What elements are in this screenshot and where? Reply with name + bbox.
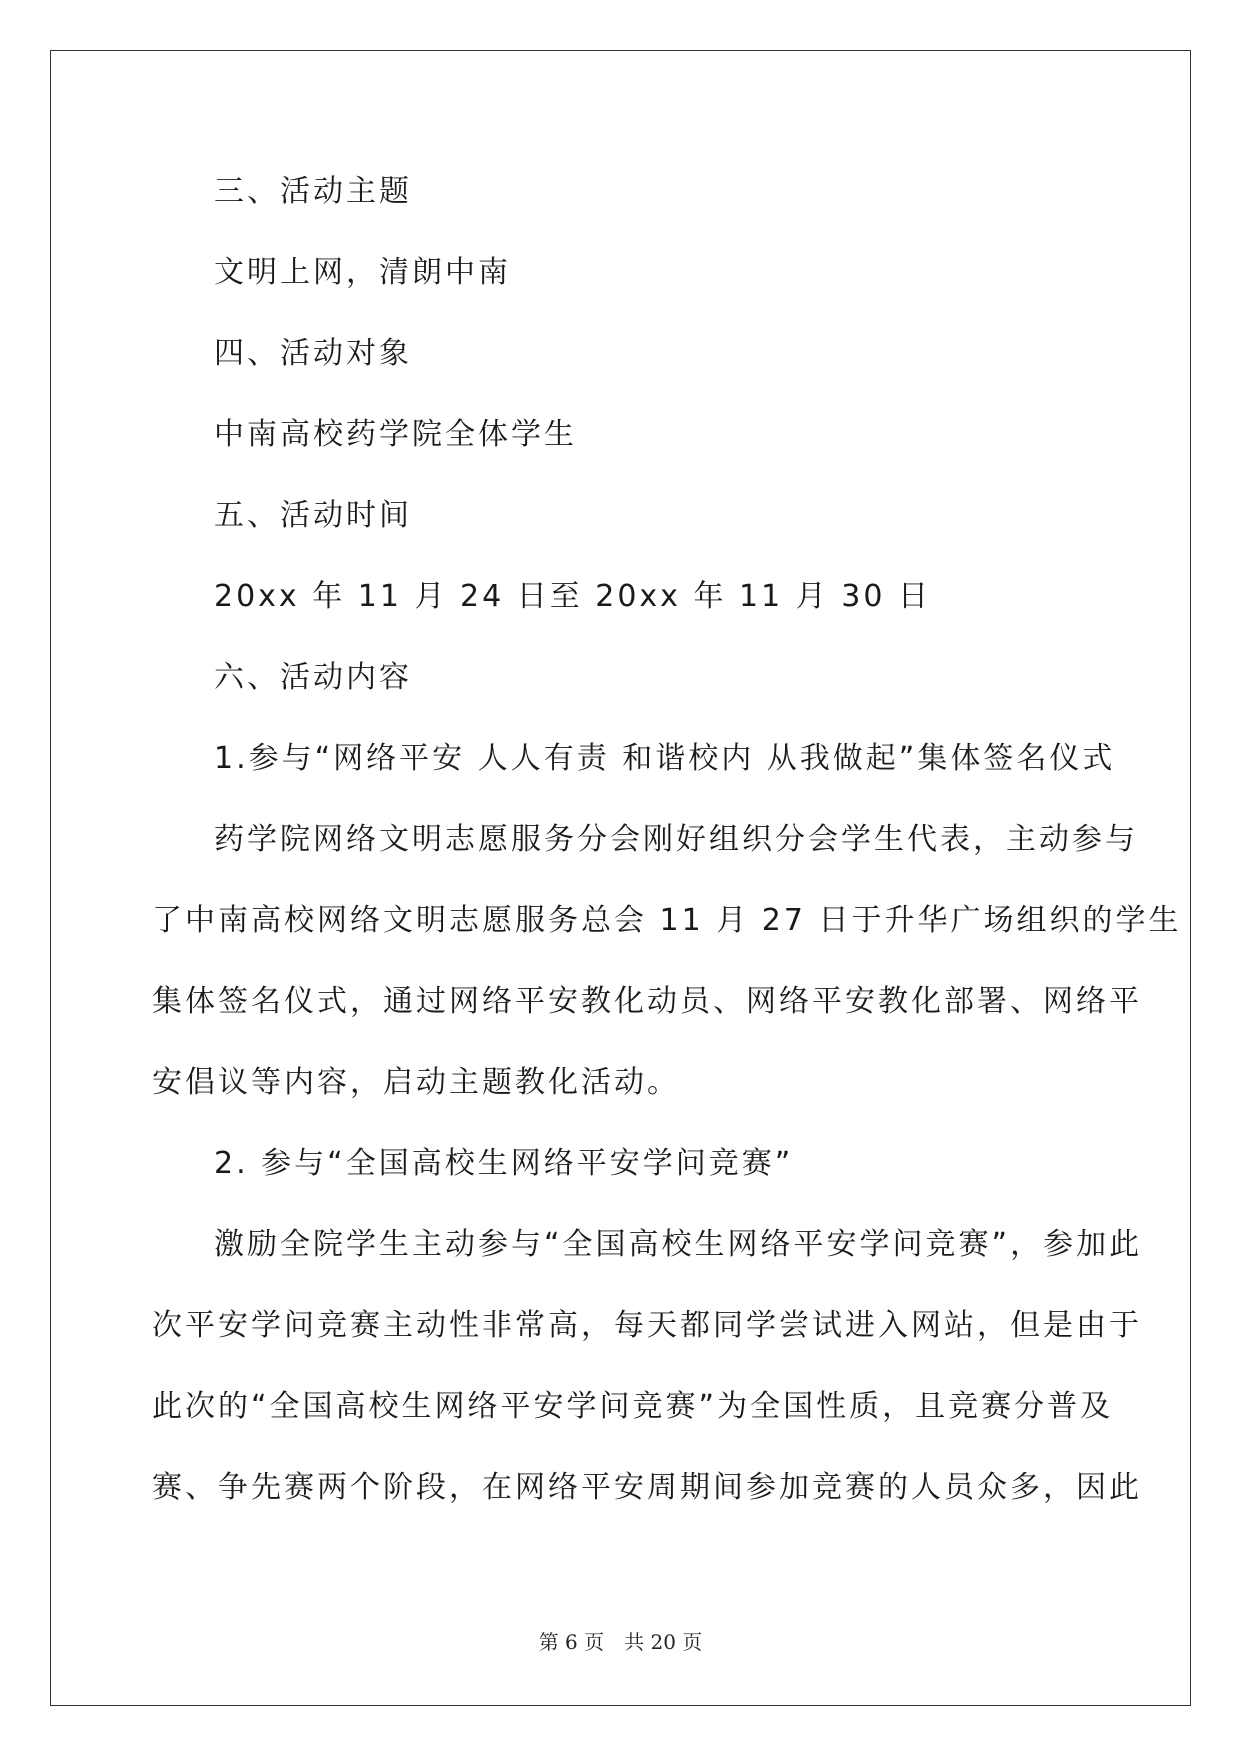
paragraph-line: 药学院网络文明志愿服务分会刚好组织分会学生代表，主动参与 xyxy=(214,822,1138,857)
section-heading-time: 五、活动时间 xyxy=(214,498,412,533)
section-heading-theme: 三、活动主题 xyxy=(214,174,412,209)
paragraph-line: 安倡议等内容，启动主题教化活动。 xyxy=(152,1065,680,1100)
page-border xyxy=(50,50,1191,1706)
paragraph-line: 集体签名仪式，通过网络平安教化动员、网络平安教化部署、网络平 xyxy=(152,984,1142,1019)
paragraph-line: 此次的“全国高校生网络平安学问竞赛”为全国性质，且竞赛分普及 xyxy=(152,1389,1114,1424)
paragraph-line: 赛、争先赛两个阶段，在网络平安周期间参加竞赛的人员众多，因此 xyxy=(152,1470,1142,1505)
theme-text: 文明上网，清朗中南 xyxy=(214,255,511,290)
time-text: 20xx 年 11 月 24 日至 20xx 年 11 月 30 日 xyxy=(214,579,931,614)
paragraph-line: 了中南高校网络文明志愿服务总会 11 月 27 日于升华广场组织的学生 xyxy=(152,903,1182,938)
item-2-heading: 2. 参与“全国高校生网络平安学问竞赛” xyxy=(214,1146,794,1181)
paragraph-line: 激励全院学生主动参与“全国高校生网络平安学问竞赛”，参加此 xyxy=(214,1227,1143,1262)
paragraph-line: 次平安学问竞赛主动性非常高，每天都同学尝试进入网站，但是由于 xyxy=(152,1308,1142,1343)
section-heading-content: 六、活动内容 xyxy=(214,660,412,695)
section-heading-audience: 四、活动对象 xyxy=(214,336,412,371)
audience-text: 中南高校药学院全体学生 xyxy=(214,417,577,452)
page-number-footer: 第 6 页 共 20 页 xyxy=(538,1630,703,1654)
item-1-heading: 1.参与“网络平安 人人有责 和谐校内 从我做起”集体签名仪式 xyxy=(214,741,1116,776)
